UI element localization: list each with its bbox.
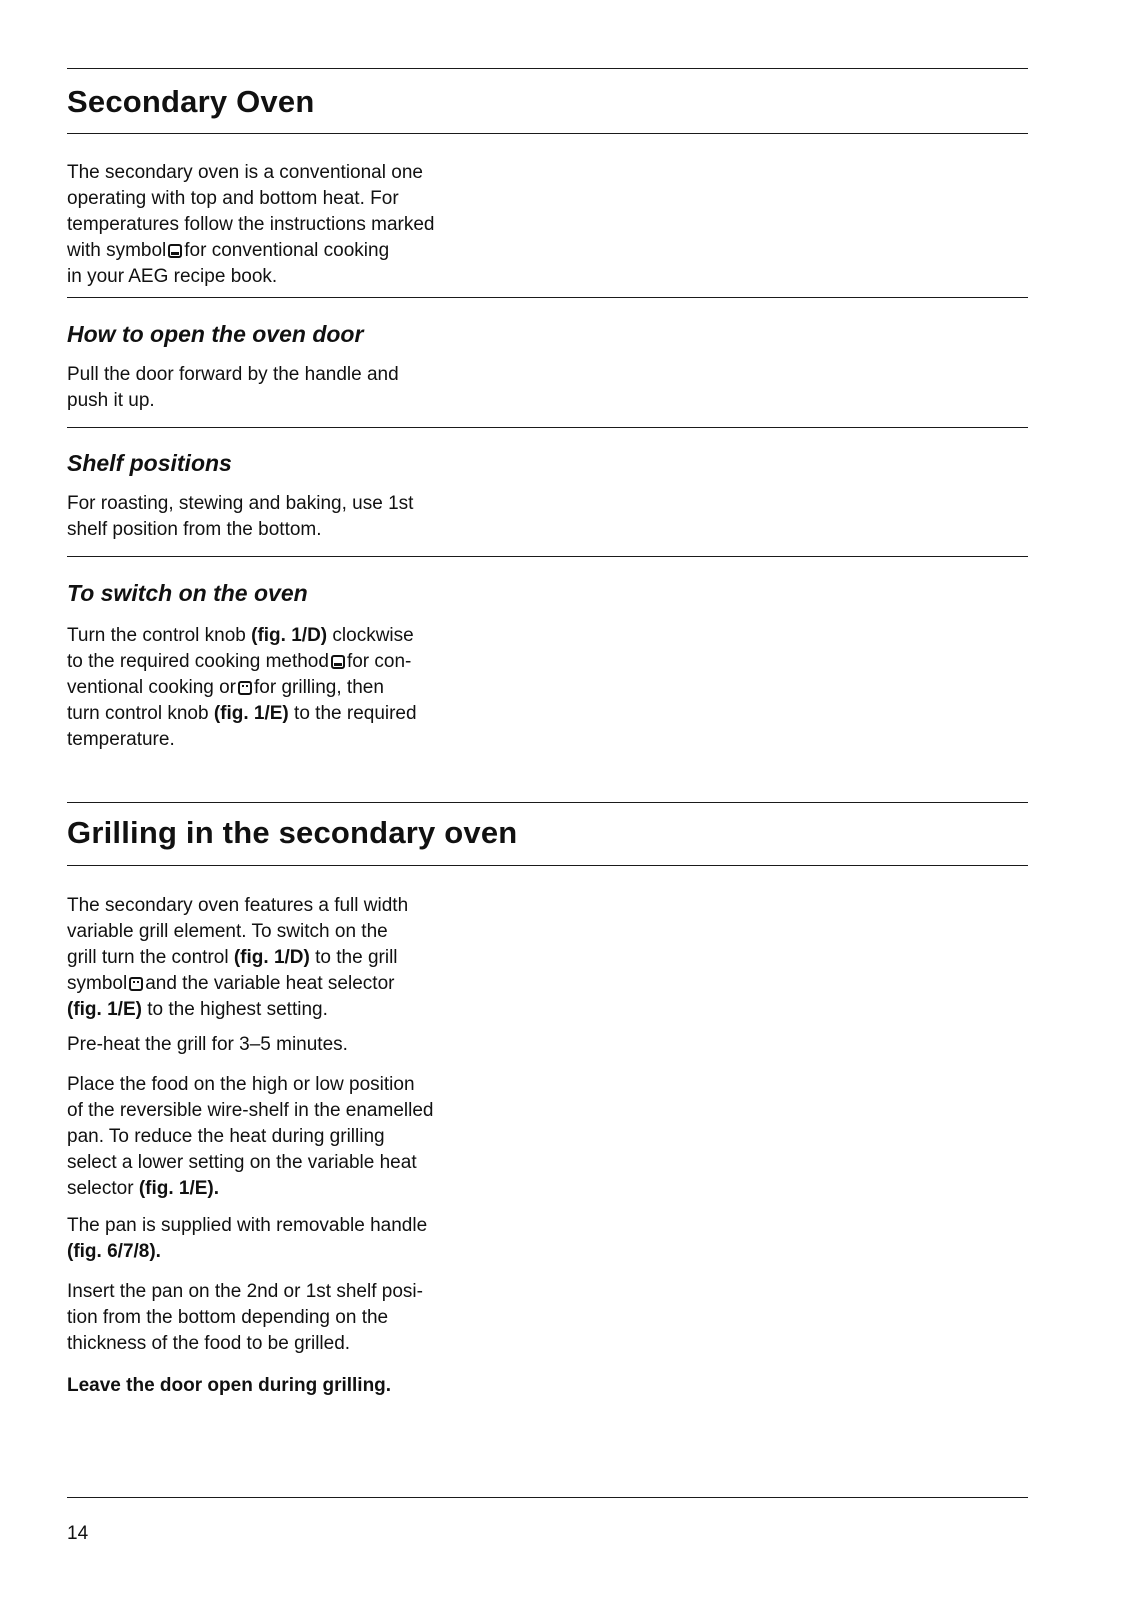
section-title-grilling: Grilling in the secondary oven <box>67 815 518 850</box>
heading-shelf-positions: Shelf positions <box>67 450 232 476</box>
footer-rule <box>67 1497 1028 1498</box>
grill-icon <box>238 681 252 695</box>
heading-open-door: How to open the oven door <box>67 321 364 347</box>
figure-reference: (fig. 1/E) <box>213 703 289 724</box>
preheat-paragraph: Pre-heat the grill for 3–5 minutes. <box>67 1034 348 1055</box>
door-paragraph: Pull the door forward by the handle and push it up. <box>67 364 399 411</box>
pan-handle-paragraph: The pan is supplied with removable handle (fig. 6/7/8). <box>67 1213 537 1265</box>
section-rule <box>67 802 1028 803</box>
title-rule <box>67 133 1028 134</box>
figure-reference: (fig. 1/E). <box>138 1178 220 1199</box>
grill-intro-paragraph: The secondary oven features a full width variable grill element. To switch on the grill turn the control (fig. 1/D) to the grill symbol and the variable heat selector (fig. 1/E) to the highest setting. <box>67 895 409 1020</box>
title-rule <box>67 865 1028 866</box>
conventional-heat-icon <box>168 244 182 258</box>
grill-icon <box>129 977 143 991</box>
warning-text: Leave the door open during grilling. <box>67 1375 392 1396</box>
switch-on-paragraph: Turn the control knob (fig. 1/D) clockwise to the required cooking method for con- ventional cooking or for grilling, then turn control knob (fig. 1/E) to the required temperature. <box>67 625 417 750</box>
page-number: 14 <box>67 1523 89 1544</box>
figure-reference: (fig. 6/7/8). <box>67 1241 161 1262</box>
heading-switch-on: To switch on the oven <box>67 580 308 606</box>
divider-rule <box>67 427 1028 428</box>
divider-rule <box>67 297 1028 298</box>
insert-pan-paragraph: Insert the pan on the 2nd or 1st shelf posi- tion from the bottom depending on the thickness of the food to be grilled. <box>67 1281 423 1354</box>
figure-reference: (fig. 1/D) <box>233 947 310 968</box>
place-food-paragraph: Place the food on the high or low position of the reversible wire-shelf in the enamelled pan. To reduce the heat during grilling select a lower setting on the variable heat selector (fig. 1/E). <box>67 1074 434 1199</box>
conventional-heat-icon <box>331 655 345 669</box>
figure-reference: (fig. 1/E) <box>67 999 142 1020</box>
shelf-paragraph: For roasting, stewing and baking, use 1st shelf position from the bottom. <box>67 493 414 540</box>
figure-reference: (fig. 1/D) <box>251 625 328 646</box>
section-title-secondary-oven: Secondary Oven <box>67 84 315 119</box>
divider-rule <box>67 556 1028 557</box>
top-rule <box>67 68 1028 69</box>
intro-paragraph: The secondary oven is a conventional one operating with top and bottom heat. For temperatures follow the instructions marked with symbol for conventional cooking in your AEG recipe book. <box>67 162 435 287</box>
